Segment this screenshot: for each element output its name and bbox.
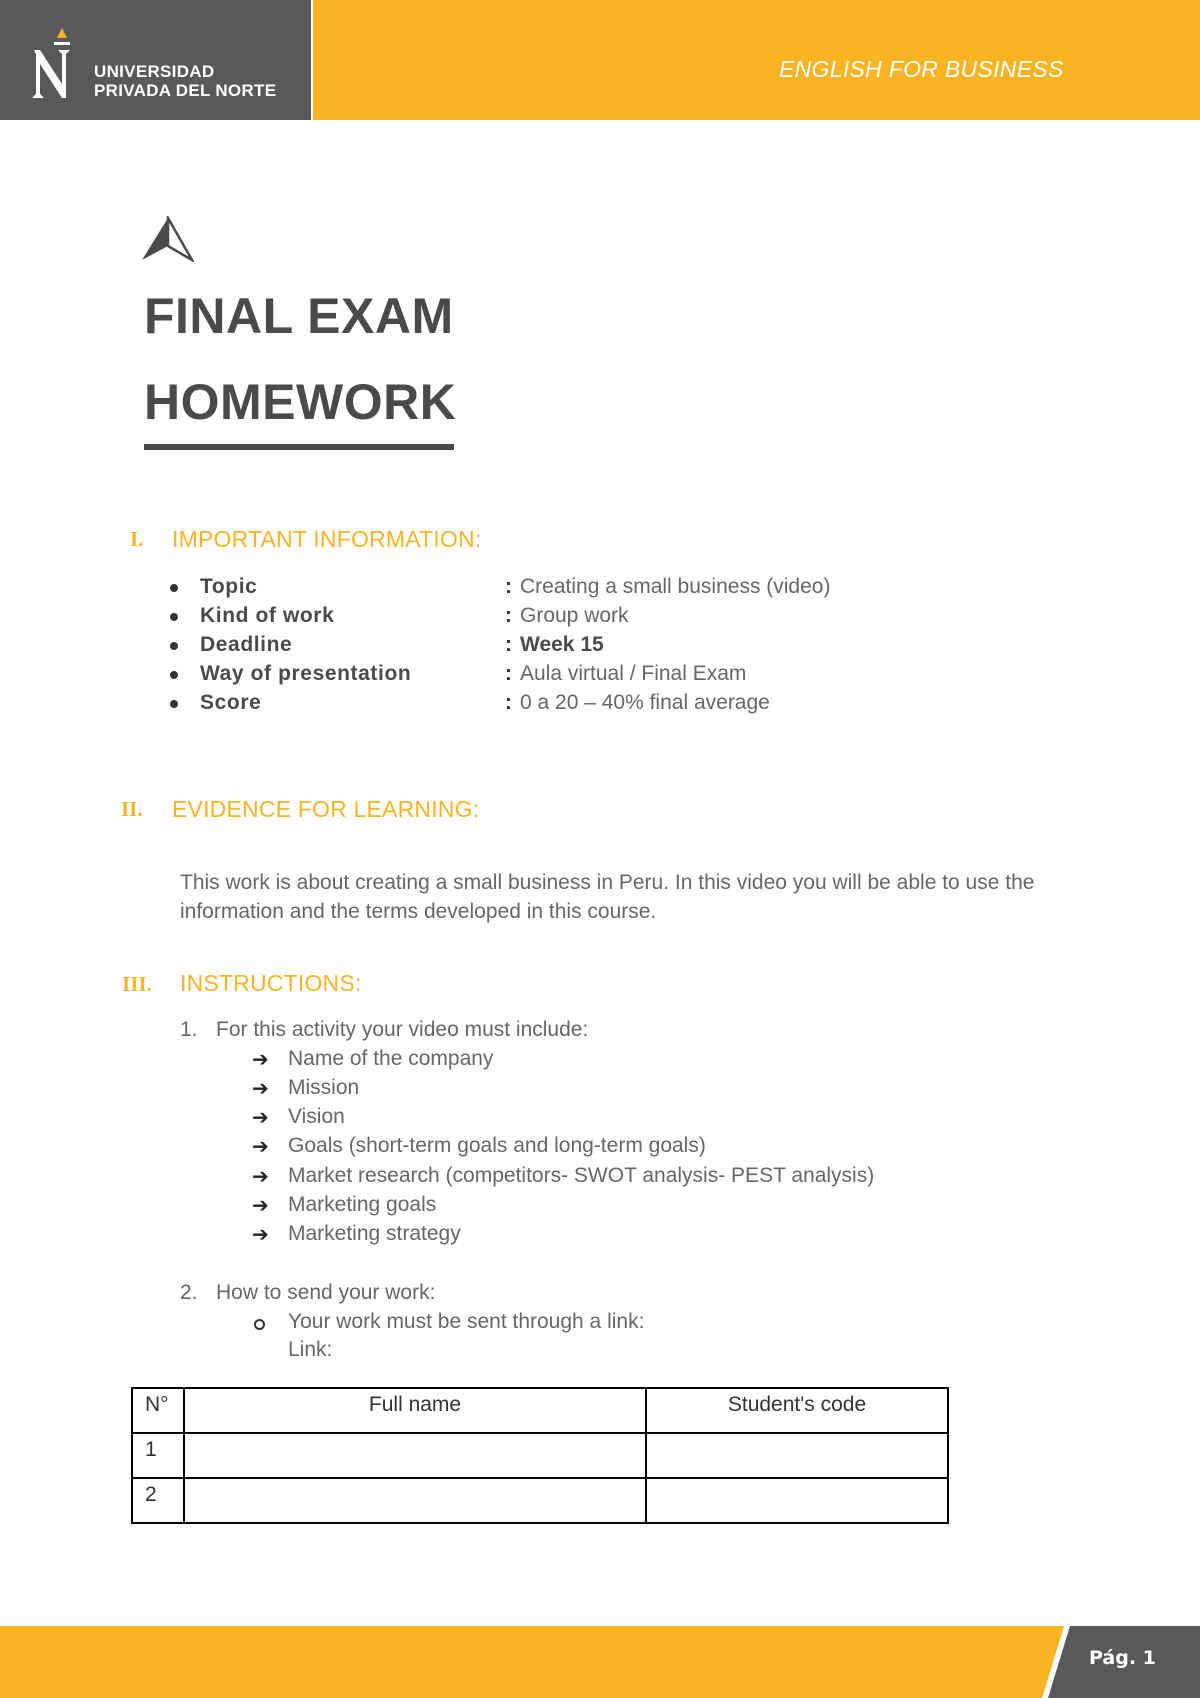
info-label: Score xyxy=(200,691,262,714)
list-item-text: Name of the company xyxy=(288,1047,494,1070)
step-text: How to send your work: xyxy=(216,1281,436,1304)
table-cell-full-name[interactable] xyxy=(184,1478,646,1523)
info-colon: : xyxy=(505,691,512,714)
list-item-text: Marketing strategy xyxy=(288,1222,461,1245)
info-value: Creating a small business (video) xyxy=(520,575,831,598)
table-header-row xyxy=(132,1388,948,1433)
title-underline xyxy=(144,444,454,450)
bullet-icon xyxy=(170,671,178,679)
info-value: Aula virtual / Final Exam xyxy=(520,662,747,685)
students-table xyxy=(131,1387,949,1524)
info-colon: : xyxy=(505,662,512,685)
step-number: 1. xyxy=(180,1018,198,1041)
list-item-text: Goals (short-term goals and long-term goals) xyxy=(288,1134,706,1157)
info-value: 0 a 20 – 40% final average xyxy=(520,691,770,714)
step-number: 2. xyxy=(180,1281,198,1304)
table-row xyxy=(132,1478,948,1523)
arrow-right-icon: ➔ xyxy=(252,1136,269,1158)
arrow-right-icon: ➔ xyxy=(252,1078,269,1100)
arrow-right-icon: ➔ xyxy=(252,1166,269,1188)
table-row xyxy=(132,1433,948,1478)
university-name-line2: PRIVADA DEL NORTE xyxy=(94,81,277,100)
bullet-icon xyxy=(170,584,178,592)
course-name: ENGLISH FOR BUSINESS xyxy=(779,56,1064,82)
university-logo-icon xyxy=(28,28,76,100)
link-label: Link: xyxy=(288,1338,333,1361)
info-value: Group work xyxy=(520,604,629,627)
bullet-icon xyxy=(170,700,178,708)
table-cell-full-name[interactable] xyxy=(184,1433,646,1478)
table-cell-number: 1 xyxy=(132,1433,184,1478)
info-label: Deadline xyxy=(200,633,293,656)
list-item-text: Your work must be sent through a link: xyxy=(288,1310,645,1333)
list-item-text: Vision xyxy=(288,1105,345,1128)
header-band xyxy=(313,0,1200,120)
info-value: Week 15 xyxy=(520,633,604,656)
page-number: Pág. 1 xyxy=(1089,1647,1156,1669)
university-name-line1: UNIVERSIDAD xyxy=(94,62,215,81)
section2-paragraph: This work is about creating a small business in Peru. In this video you will be able to use the information and the terms developed in this course. xyxy=(180,871,1035,923)
section1-number: I. xyxy=(130,527,144,551)
info-label: Kind of work xyxy=(200,604,335,627)
arrow-right-icon: ➔ xyxy=(252,1195,269,1217)
table-header-full-name: Full name xyxy=(184,1388,646,1433)
circle-bullet-icon xyxy=(254,1319,265,1330)
footer-band xyxy=(0,1626,1200,1698)
info-label: Topic xyxy=(200,575,258,598)
table-header-number: N° xyxy=(132,1388,184,1433)
table-cell-student-code[interactable] xyxy=(646,1478,948,1523)
arrow-right-icon: ➔ xyxy=(252,1049,269,1071)
arrow-right-icon: ➔ xyxy=(252,1107,269,1129)
list-item-text: Marketing goals xyxy=(288,1193,437,1216)
bullet-icon xyxy=(170,642,178,650)
section1-title: IMPORTANT INFORMATION: xyxy=(172,526,482,552)
info-colon: : xyxy=(505,633,512,656)
table-cell-student-code[interactable] xyxy=(646,1433,948,1478)
page-title-line1: FINAL EXAM xyxy=(144,288,454,344)
arrow-right-icon: ➔ xyxy=(252,1224,269,1246)
step-text: For this activity your video must include: xyxy=(216,1018,589,1041)
table-cell-number: 2 xyxy=(132,1478,184,1523)
list-item-text: Market research (competitors- SWOT analysis- PEST analysis) xyxy=(288,1164,875,1187)
header-logo-panel xyxy=(0,0,311,120)
table-header-student-code: Student's code xyxy=(646,1388,948,1433)
info-colon: : xyxy=(505,604,512,627)
section3-title: INSTRUCTIONS: xyxy=(180,970,362,996)
page-title-line2: HOMEWORK xyxy=(144,374,457,430)
section3-number: III. xyxy=(122,972,152,996)
list-item-text: Mission xyxy=(288,1076,360,1099)
info-colon: : xyxy=(505,575,512,598)
section2-title: EVIDENCE FOR LEARNING: xyxy=(172,796,480,822)
navigation-arrow-icon xyxy=(140,216,194,262)
university-name xyxy=(94,62,276,100)
bullet-icon xyxy=(170,613,178,621)
info-label: Way of presentation xyxy=(200,662,412,685)
section2-number: II. xyxy=(121,797,143,821)
